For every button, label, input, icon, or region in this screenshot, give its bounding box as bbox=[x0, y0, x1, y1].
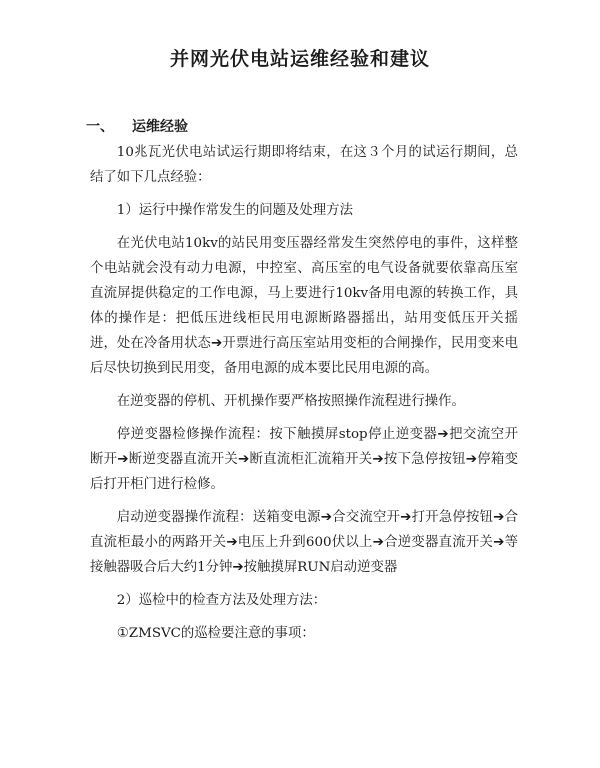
paragraph-inverter-operation: 在逆变器的停机、开机操作要严格按照操作流程进行操作。 bbox=[116, 394, 465, 409]
section-title: 运维经验 bbox=[132, 119, 188, 135]
subheading-operation-issues: 1）运行中操作常发生的问题及处理方法 bbox=[116, 203, 353, 218]
document-body bbox=[90, 140, 518, 654]
section-heading bbox=[86, 116, 188, 136]
paragraph-zmsvc-inspection: ①ZMSVC的巡检要注意的事项： bbox=[116, 626, 315, 641]
paragraph-power-outage: 在光伏电站10kv的站民用变压器经常发生突然停电的事件，这样整个电站就会没有动力电源，中控室、高压室的电气设备就要依靠高压室直流屏提供稳定的工作电源，马上要进行10kv备用电源的转换工作，具体的操作是：把低压进线柜民用电源断路器摇出，站用变低压开关摇进，处在冷备用状态➔开票进行高压室站用变柜的合闸操作，民用变来电后尽快切换到民用变，备用电源的成本要比民用电源的高。 bbox=[90, 236, 518, 376]
paragraph-intro: 10兆瓦光伏电站试运行期即将结束，在这３个月的试运行期间，总结了如下几点经验： bbox=[90, 145, 518, 185]
document-title: 并网光伏电站运维经验和建议 bbox=[169, 48, 430, 70]
paragraph-inverter-stop-procedure: 停逆变器检修操作流程：按下触摸屏stop停止逆变器➔把交流空开断开➔断逆变器直流开关➔断直流柜汇流箱开关➔按下急停按钮➔停箱变后打开柜门进行检修。 bbox=[90, 427, 518, 492]
section-number: 一、 bbox=[86, 119, 114, 135]
paragraph-inverter-start-procedure: 启动逆变器操作流程：送箱变电源➔合交流空开➔打开急停按钮➔合直流柜最小的两路开关➔电压上升到600伏以上➔合逆变器直流开关➔等接触器吸合后大约1分钟➔按触摸屏RUN启动逆变器 bbox=[90, 510, 518, 575]
subheading-inspection-methods: 2）巡检中的检查方法及处理方法： bbox=[116, 593, 327, 608]
